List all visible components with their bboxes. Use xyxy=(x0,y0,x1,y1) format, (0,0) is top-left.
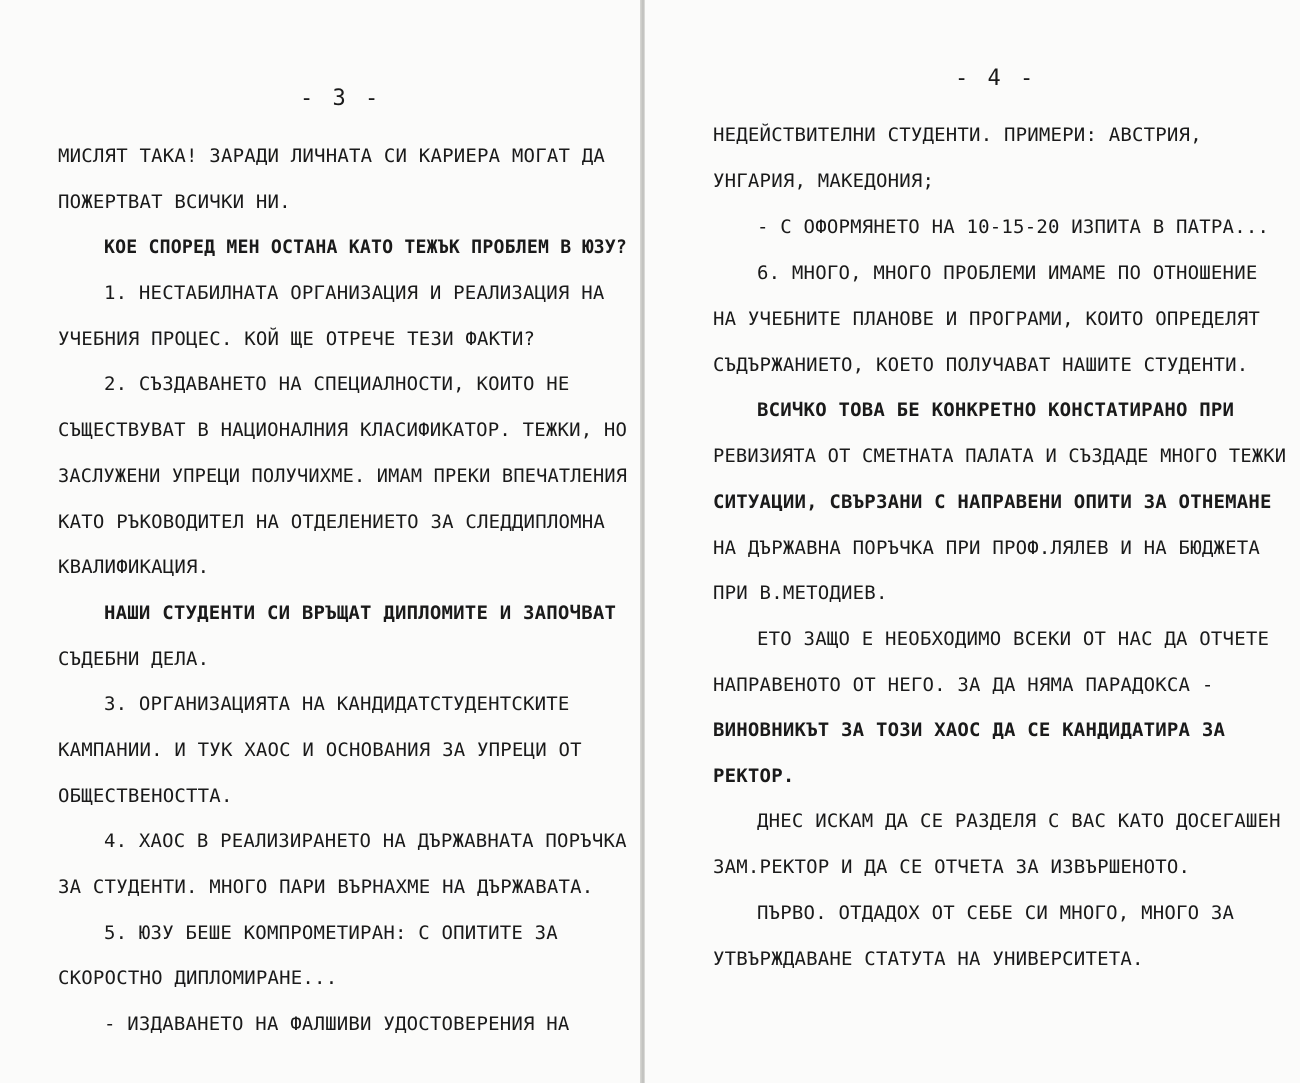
text-line: МИСЛЯТ ТАКА! ЗАРАДИ ЛИЧНАТА СИ КАРИЕРА МОГАТ ДА xyxy=(58,145,606,167)
text-line: ЗАМ.РЕКТОР И ДА СЕ ОТЧЕТА ЗА ИЗВЪРШЕНОТО. xyxy=(713,856,1191,878)
text-line: КВАЛИФИКАЦИЯ. xyxy=(58,556,210,578)
text-line: СИТУАЦИИ, СВЪРЗАНИ С НАПРАВЕНИ ОПИТИ ЗА ОТНЕМАНЕ xyxy=(713,491,1272,513)
text-line: НАШИ СТУДЕНТИ СИ ВРЪЩАТ ДИПЛОМИТЕ И ЗАПОЧВАТ xyxy=(104,602,617,624)
text-line: СКОРОСТНО ДИПЛОМИРАНЕ... xyxy=(58,967,338,989)
text-line: НА УЧЕБНИТЕ ПЛАНОВЕ И ПРОГРАМИ, КОИТО ОПРЕДЕЛЯТ xyxy=(713,308,1261,330)
text-line: СЪДЕБНИ ДЕЛА. xyxy=(58,648,210,670)
text-line: - ИЗДАВАНЕТО НА ФАЛШИВИ УДОСТОВЕРЕНИЯ НА xyxy=(104,1013,570,1035)
page-number-right: - 4 - xyxy=(955,66,1037,91)
text-line: КАМПАНИИ. И ТУК ХАОС И ОСНОВАНИЯ ЗА УПРЕЦИ ОТ xyxy=(58,739,582,761)
text-line: РЕКТОР. xyxy=(713,765,795,787)
text-line: 4. ХАОС В РЕАЛИЗИРАНЕТО НА ДЪРЖАВНАТА ПОРЪЧКА xyxy=(104,830,627,852)
text-line: УЧЕБНИЯ ПРОЦЕС. КОЙ ЩЕ ОТРЕЧЕ ТЕЗИ ФАКТИ? xyxy=(58,328,536,350)
text-line: ЗА СТУДЕНТИ. МНОГО ПАРИ ВЪРНАХМЕ НА ДЪРЖАВАТА. xyxy=(58,876,594,898)
text-line: КАТО РЪКОВОДИТЕЛ НА ОТДЕЛЕНИЕТО ЗА СЛЕДДИПЛОМНА xyxy=(58,511,606,533)
text-line: НЕДЕЙСТВИТЕЛНИ СТУДЕНТИ. ПРИМЕРИ: АВСТРИЯ, xyxy=(713,124,1202,146)
text-line: ЕТО ЗАЩО Е НЕОБХОДИМО ВСЕКИ ОТ НАС ДА ОТЧЕТЕ xyxy=(757,628,1270,650)
text-line: НА ДЪРЖАВНА ПОРЪЧКА ПРИ ПРОФ.ЛЯЛЕВ И НА БЮДЖЕТА xyxy=(713,537,1261,559)
text-line: ОБЩЕСТВЕНОСТТА. xyxy=(58,785,233,807)
text-line: 2. СЪЗДАВАНЕТО НА СПЕЦИАЛНОСТИ, КОИТО НЕ xyxy=(104,373,570,395)
text-line: - С ОФОРМЯНЕТО НА 10-15-20 ИЗПИТА В ПАТРА... xyxy=(757,216,1270,238)
text-line: СЪЩЕСТВУВАТ В НАЦИОНАЛНИЯ КЛАСИФИКАТОР. ТЕЖКИ, НО xyxy=(58,419,628,441)
text-line: СЪДЪРЖАНИЕТО, КОЕТО ПОЛУЧАВАТ НАШИТЕ СТУДЕНТИ. xyxy=(713,354,1249,376)
page-left xyxy=(0,0,642,1083)
text-line: РЕВИЗИЯТА ОТ СМЕТНАТА ПАЛАТА И СЪЗДАДЕ МНОГО ТЕЖКИ xyxy=(713,445,1287,467)
text-line: УТВЪРЖДАВАНЕ СТАТУТА НА УНИВЕРСИТЕТА. xyxy=(713,948,1144,970)
text-line: ПРИ В.МЕТОДИЕВ. xyxy=(713,582,888,604)
text-line: ПОЖЕРТВАТ ВСИЧКИ НИ. xyxy=(58,191,291,213)
text-line: 1. НЕСТАБИЛНАТА ОРГАНИЗАЦИЯ И РЕАЛИЗАЦИЯ НА xyxy=(104,282,605,304)
page-number-left: - 3 - xyxy=(300,86,382,111)
page-right xyxy=(644,0,1300,1083)
text-line: КОЕ СПОРЕД МЕН ОСТАНА КАТО ТЕЖЪК ПРОБЛЕМ В ЮЗУ? xyxy=(104,236,627,258)
text-line: ВИНОВНИКЪТ ЗА ТОЗИ ХАОС ДА СЕ КАНДИДАТИРА ЗА xyxy=(713,719,1226,741)
text-line: ВСИЧКО ТОВА БЕ КОНКРЕТНО КОНСТАТИРАНО ПРИ xyxy=(757,399,1235,421)
text-line: ЗАСЛУЖЕНИ УПРЕЦИ ПОЛУЧИХМЕ. ИМАМ ПРЕКИ ВПЕЧАТЛЕНИЯ xyxy=(58,465,628,487)
text-line: НАПРАВЕНОТО ОТ НЕГО. ЗА ДА НЯМА ПАРАДОКСА - xyxy=(713,674,1214,696)
text-line: 6. МНОГО, МНОГО ПРОБЛЕМИ ИМАМЕ ПО ОТНОШЕНИЕ xyxy=(757,262,1258,284)
text-line: 5. ЮЗУ БЕШЕ КОМПРОМЕТИРАН: С ОПИТИТЕ ЗА xyxy=(104,922,558,944)
text-line: ДНЕС ИСКАМ ДА СЕ РАЗДЕЛЯ С ВАС КАТО ДОСЕГАШЕН xyxy=(757,810,1281,832)
text-line: 3. ОРГАНИЗАЦИЯТА НА КАНДИДАТСТУДЕНТСКИТЕ xyxy=(104,693,570,715)
text-line: ПЪРВО. ОТДАДОХ ОТ СЕБЕ СИ МНОГО, МНОГО ЗА xyxy=(757,902,1235,924)
text-line: УНГАРИЯ, МАКЕДОНИЯ; xyxy=(713,170,935,192)
